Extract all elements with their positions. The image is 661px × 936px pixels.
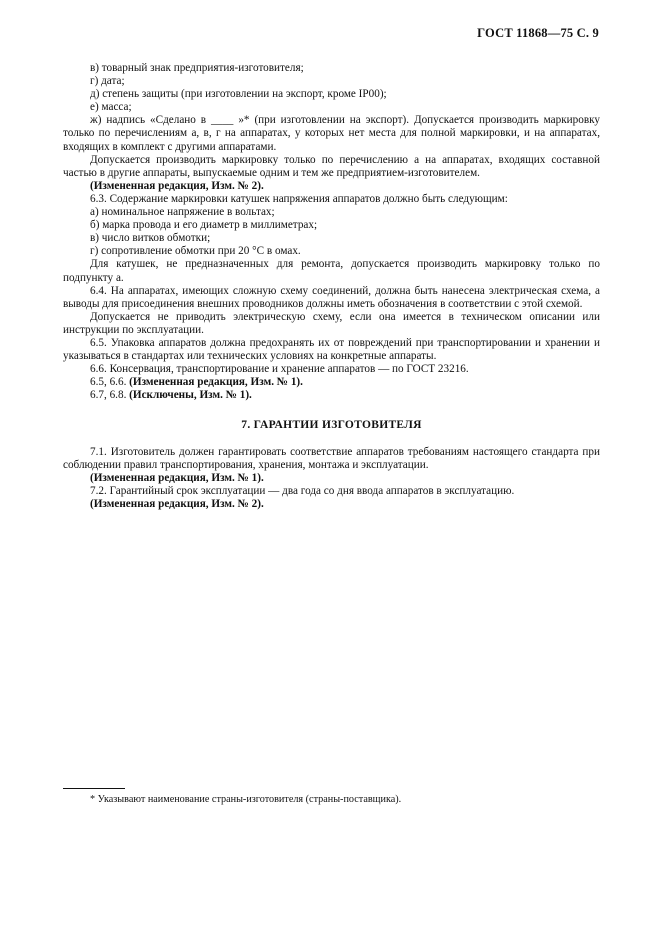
list-item: в) число витков обмотки; bbox=[90, 232, 211, 245]
paragraph: Допускается производить маркировку только по перечислению а на аппаратах, входящих составной частью в другие аппараты, выпускаемые одним и тем же предприятием-изготовителем. bbox=[63, 153, 600, 179]
revision-note: (Измененная редакция, Изм. № 2). bbox=[90, 497, 264, 510]
paragraph: 6.3. Содержание маркировки катушек напряжения аппаратов должно быть следующим: bbox=[90, 192, 508, 205]
list-item: д) степень защиты (при изготовлении на экспорт, кроме IP00); bbox=[90, 88, 387, 101]
paragraph: Допускается не приводить электрическую схему, если она имеется в техническом описании или инструкции по эксплуатации. bbox=[63, 310, 600, 336]
body-text bbox=[63, 62, 600, 511]
revision-note-line bbox=[63, 376, 600, 389]
clause-numbers: 6.5, 6.6. bbox=[90, 376, 127, 389]
clause-numbers: 6.7, 6.8. bbox=[90, 389, 127, 402]
paragraph: 6.6. Консервация, транспортирование и хранение аппаратов — по ГОСТ 23216. bbox=[90, 363, 469, 376]
section-title: 7. ГАРАНТИИ ИЗГОТОВИТЕЛЯ bbox=[241, 419, 422, 432]
page-header: ГОСТ 11868—75 С. 9 bbox=[477, 26, 599, 40]
list-item: б) марка провода и его диаметр в миллиметрах; bbox=[90, 219, 318, 232]
list-item: в) товарный знак предприятия-изготовителя; bbox=[90, 62, 304, 74]
paragraph: 6.4. На аппаратах, имеющих сложную схему соединений, должна быть нанесена электрическая схема, а выводы для присоединения внешних проводников должны иметь обозначения в соответствии с этой схемой. bbox=[63, 284, 600, 310]
list-item: е) масса; bbox=[90, 101, 132, 114]
revision-note: (Измененная редакция, Изм. № 1). bbox=[129, 376, 303, 389]
revision-note: (Измененная редакция, Изм. № 1). bbox=[90, 471, 264, 484]
revision-note: (Исключены, Изм. № 1). bbox=[129, 389, 252, 402]
paragraph: Для катушек, не предназначенных для ремонта, допускается производить маркировку только по подпункту а. bbox=[63, 258, 600, 284]
paragraph: 7.1. Изготовитель должен гарантировать соответствие аппаратов требованиям настоящего стандарта при соблюдении правил транспортирования, хранения, монтажа и эксплуатации. bbox=[63, 445, 600, 471]
paragraph: 7.2. Гарантийный срок эксплуатации — два года со дня ввода аппаратов в эксплуатацию. bbox=[90, 484, 515, 497]
footnote-divider bbox=[63, 788, 125, 789]
list-item: г) дата; bbox=[90, 75, 125, 88]
paragraph: 6.5. Упаковка аппаратов должна предохранять их от повреждений при транспортировании и хранении и указываться в стандартах или технических условиях на конкретные аппараты. bbox=[63, 336, 600, 363]
footnote: * Указывают наименование страны-изготовителя (страны-поставщика). bbox=[90, 794, 402, 805]
list-item: г) сопротивление обмотки при 20 °С в омах. bbox=[90, 245, 301, 258]
list-item: а) номинальное напряжение в вольтах; bbox=[90, 206, 275, 219]
revision-note-line bbox=[63, 389, 600, 402]
paragraph: ж) надпись «Сделано в ____ »* (при изготовлении на экспорт). Допускается производить маркировку только по перечислениям а, в, г на аппаратах, у которых нет места для полной маркировки, и на аппаратах, входящих в комплект с другими аппаратами. bbox=[63, 114, 600, 153]
revision-note: (Измененная редакция, Изм. № 2). bbox=[90, 179, 264, 192]
